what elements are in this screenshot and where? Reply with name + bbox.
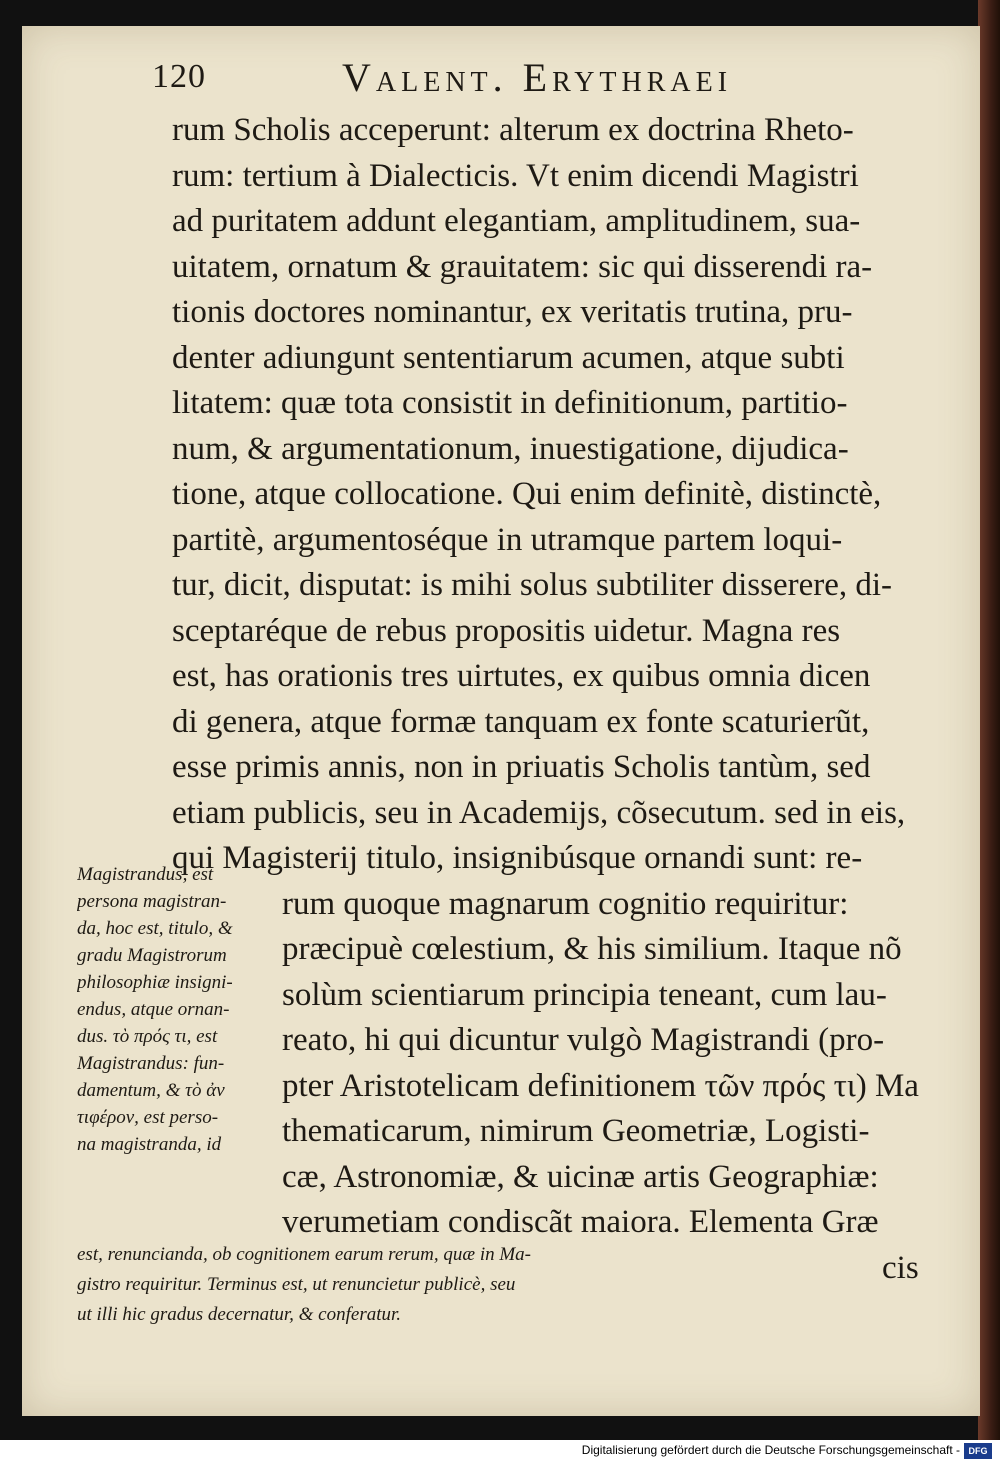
marginal-line: da, hoc est, titulo, & xyxy=(77,918,233,939)
text-line: qui Magisterij titulo, insignibúsque ornandi sunt: re- xyxy=(172,840,863,876)
marginal-line: damentum, & τὸ ἀν xyxy=(77,1080,225,1101)
marginal-line: gradu Magistrorum xyxy=(77,945,227,966)
text-line: ad puritatem addunt elegantiam, amplitudinem, sua- xyxy=(172,203,861,239)
marginal-line: dus. τὸ πρός τι, est xyxy=(77,1026,218,1047)
marginal-note xyxy=(77,861,317,1158)
marginal-note-continuation xyxy=(77,1240,717,1330)
text-line: pter Aristotelicam definitionem τῶν πρός τι) Ma xyxy=(282,1067,919,1104)
funding-notice: Digitalisierung gefördert durch die Deutsche Forschungsgemeinschaft - xyxy=(581,1443,960,1457)
text-line: præcipuè cœlestium, & his similium. Itaque nõ xyxy=(282,931,902,967)
text-line: rum quoque magnarum cognitio requiritur: xyxy=(282,885,849,922)
marginal-line: Magistrandus, est xyxy=(77,864,214,885)
marginal-line: ut illi hic gradus decernatur, & conferatur. xyxy=(77,1304,402,1325)
text-line: cæ, Astronomiæ, & uicinæ artis Geographiæ: xyxy=(282,1158,879,1195)
text-line: tionis doctores nominantur, ex veritatis trutina, pru- xyxy=(172,294,853,330)
text-line: sceptaréque de rebus propositis uidetur. Magna res xyxy=(172,612,841,649)
text-line: esse primis annis, non in priuatis Scholis tantùm, sed xyxy=(172,749,871,785)
text-line: litatem: quæ tota consistit in definitionum, partitio- xyxy=(172,385,848,421)
page-number: 120 xyxy=(152,58,206,95)
text-line: thematicarum, nimirum Geometriæ, Logisti- xyxy=(282,1113,870,1149)
marginal-line: est, renuncianda, ob cognitionem earum rerum, quæ in Ma- xyxy=(77,1244,532,1265)
text-line: rum: tertium à Dialecticis. Vt enim dicendi Magistri xyxy=(172,157,859,194)
text-line: etiam publicis, seu in Academijs, cõsecutum. sed in eis, xyxy=(172,794,906,831)
marginal-line: gistro requiritur. Terminus est, ut renuncietur publicè, seu xyxy=(77,1274,516,1295)
text-line: tione, atque collocatione. Qui enim definitè, distinctè, xyxy=(172,476,882,512)
marginal-line: philosophiæ insigni- xyxy=(77,972,233,993)
text-line: cis xyxy=(882,1249,919,1286)
text-line: denter adiungunt sententiarum acumen, atque subti xyxy=(172,339,845,376)
text-line: verumetiam condiscãt maiora. Elementa Græ xyxy=(282,1204,879,1240)
text-line: reato, hi qui dicuntur vulgò Magistrandi (pro- xyxy=(282,1022,885,1058)
text-line: di genera, atque formæ tanquam ex fonte scaturierũt, xyxy=(172,703,870,740)
dfg-logo: DFG xyxy=(964,1443,992,1459)
marginal-line: endus, atque ornan- xyxy=(77,999,230,1020)
text-line: partitè, argumentoséque in utramque partem loqui- xyxy=(172,521,843,558)
marginal-line: na magistranda, id xyxy=(77,1134,222,1155)
book-page xyxy=(22,26,980,1416)
text-line: num, & argumentationum, inuestigatione, dijudica- xyxy=(172,430,849,467)
marginal-line: Magistrandus: fun- xyxy=(77,1053,225,1074)
text-line: uitatem, ornatum & grauitatem: sic qui disserendi ra- xyxy=(172,248,873,285)
marginal-line: persona magistran- xyxy=(77,891,227,912)
text-line: solùm scientiarum principia teneant, cum lau- xyxy=(282,976,887,1013)
marginal-line: τιφέρον, est perso- xyxy=(77,1107,219,1128)
book-spine xyxy=(978,0,1000,1440)
running-title: Valent. Erythraei xyxy=(342,55,733,100)
page-header xyxy=(152,54,852,104)
text-line: rum Scholis acceperunt: alterum ex doctrina Rheto- xyxy=(172,112,854,148)
text-line: est, has orationis tres uirtutes, ex quibus omnia dicen xyxy=(172,658,871,694)
text-line: tur, dicit, disputat: is mihi solus subtiliter disserere, di- xyxy=(172,567,893,603)
